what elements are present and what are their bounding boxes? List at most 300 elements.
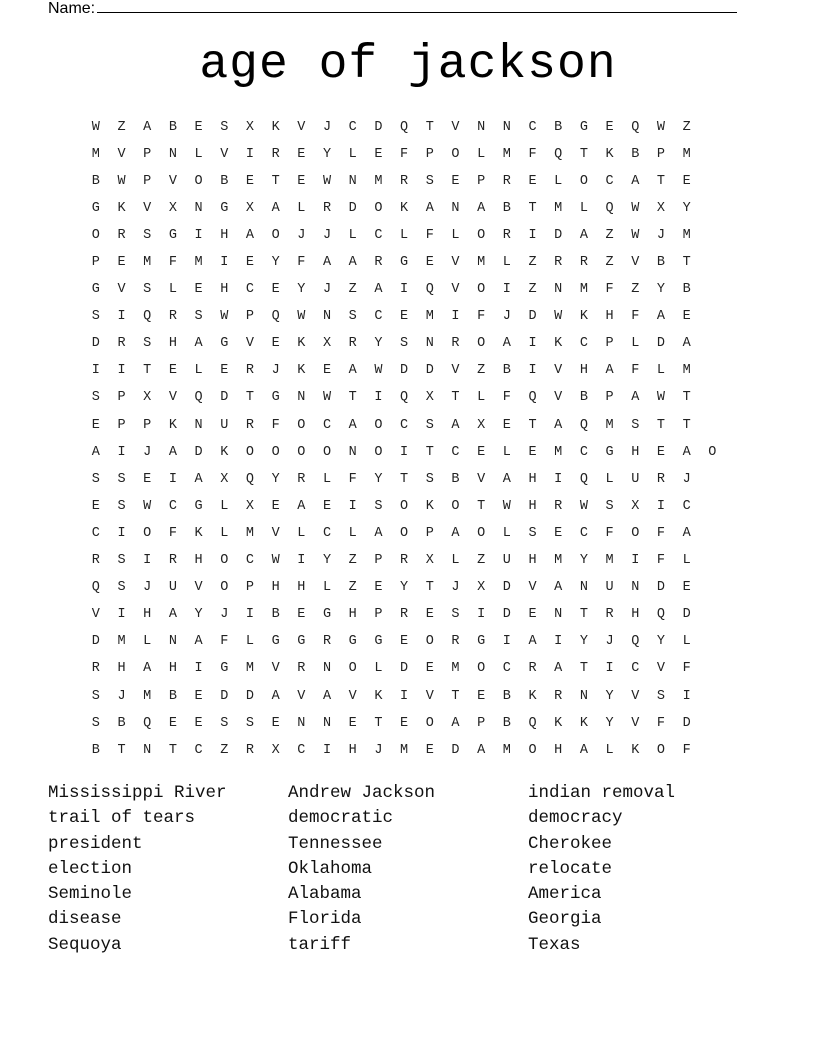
grid-letter: V (271, 661, 280, 677)
grid-letter: I (91, 363, 100, 379)
grid-letter: I (502, 282, 511, 298)
grid-letter: G (605, 444, 614, 460)
grid-letter: C (91, 525, 100, 541)
grid-letter: P (143, 417, 152, 433)
grid-letter: K (220, 444, 229, 460)
grid-letter: I (117, 363, 126, 379)
grid-letter: T (579, 661, 588, 677)
grid-letter: D (245, 688, 255, 704)
grid-letter: Q (91, 580, 100, 596)
grid-letter: V (297, 119, 306, 135)
grid-letter: I (194, 661, 203, 677)
word-list-item: democracy (528, 808, 623, 829)
grid-letter: P (245, 309, 255, 325)
grid-letter: T (477, 498, 486, 514)
grid-letter: A (374, 282, 383, 298)
grid-letter: I (117, 309, 126, 325)
grid-letter: K (579, 309, 588, 325)
grid-letter: E (682, 580, 691, 596)
word-list-item: Sequoya (48, 934, 122, 955)
grid-letter: P (425, 525, 434, 541)
grid-letter: J (143, 580, 152, 596)
grid-letter: L (194, 363, 203, 379)
grid-letter: S (91, 688, 100, 704)
grid-letter: A (348, 417, 357, 433)
grid-letter: R (451, 634, 460, 650)
grid-letter: D (374, 119, 383, 135)
grid-letter: G (271, 390, 280, 406)
grid-letter: H (528, 553, 537, 569)
word-list-item: democratic (288, 808, 394, 829)
grid-letter: Q (631, 119, 640, 135)
grid-letter: A (477, 742, 486, 758)
grid-letter: D (502, 580, 511, 596)
grid-letter: T (425, 580, 434, 596)
grid-letter: H (579, 363, 588, 379)
grid-letter: X (271, 742, 280, 758)
grid-letter: C (502, 661, 511, 677)
grid-letter: V (451, 282, 460, 298)
grid-letter: A (682, 444, 691, 460)
grid-letter: A (554, 661, 563, 677)
grid-letter: B (502, 715, 511, 731)
grid-letter: O (477, 282, 486, 298)
grid-letter: X (477, 417, 486, 433)
grid-letter: M (477, 255, 486, 271)
grid-letter: B (271, 607, 280, 623)
grid-letter: M (374, 173, 383, 189)
grid-letter: F (168, 525, 177, 541)
grid-letter: Q (656, 607, 666, 623)
grid-letter: F (631, 309, 640, 325)
grid-letter: S (245, 715, 255, 731)
grid-letter: I (245, 607, 255, 623)
grid-letter: D (656, 336, 666, 352)
grid-letter: Q (554, 146, 563, 162)
grid-letter: I (528, 363, 537, 379)
grid-letter: S (91, 309, 100, 325)
grid-letter: Y (579, 634, 588, 650)
grid-letter: N (143, 742, 152, 758)
grid-letter: O (425, 634, 434, 650)
grid-letter: M (605, 553, 614, 569)
grid-letter: D (425, 363, 434, 379)
grid-letter: J (271, 363, 280, 379)
word-list-item: Mississippi River (48, 783, 227, 803)
grid-letter: T (528, 200, 537, 216)
grid-letter: R (554, 498, 563, 514)
page-title: age of jackson (199, 38, 617, 92)
grid-letter: J (143, 444, 152, 460)
grid-letter: V (348, 688, 357, 704)
grid-letter: A (348, 363, 357, 379)
grid-letter: O (271, 227, 280, 243)
grid-letter: E (117, 255, 126, 271)
grid-letter: Z (348, 580, 357, 596)
grid-row (83, 141, 725, 168)
grid-letter: T (348, 390, 357, 406)
grid-letter: C (579, 525, 588, 541)
grid-letter: U (220, 417, 229, 433)
grid-letter: X (477, 580, 486, 596)
grid-letter: F (682, 742, 691, 758)
grid-letter: N (194, 417, 203, 433)
grid-letter: S (425, 417, 434, 433)
grid-letter: L (297, 525, 306, 541)
grid-letter: Q (528, 715, 537, 731)
grid-letter: E (91, 417, 100, 433)
grid-letter: L (502, 255, 511, 271)
grid-letter: E (502, 417, 511, 433)
grid-letter: R (297, 471, 306, 487)
grid-letter: F (656, 715, 666, 731)
grid-letter: R (297, 661, 306, 677)
grid-letter: C (245, 282, 255, 298)
grid-letter: M (245, 525, 255, 541)
grid-letter: I (374, 390, 383, 406)
grid-letter: S (425, 471, 434, 487)
grid-row (83, 249, 725, 276)
grid-letter: T (682, 255, 691, 271)
grid-letter: Z (348, 282, 357, 298)
word-list-item: tariff (288, 934, 352, 955)
grid-letter: A (194, 336, 203, 352)
grid-letter: E (271, 336, 280, 352)
grid-letter: Z (528, 255, 537, 271)
grid-letter: H (297, 580, 306, 596)
grid-letter: R (245, 742, 255, 758)
grid-letter: S (220, 119, 229, 135)
grid-letter: H (271, 580, 280, 596)
word-list-item: Georgia (528, 909, 602, 930)
grid-letter: E (528, 607, 537, 623)
grid-letter: J (322, 282, 332, 298)
grid-letter: I (245, 146, 255, 162)
grid-letter: T (451, 390, 460, 406)
grid-letter: E (425, 661, 434, 677)
grid-letter: K (374, 688, 383, 704)
grid-row (83, 222, 725, 249)
grid-letter: N (554, 282, 563, 298)
grid-letter: T (143, 363, 152, 379)
grid-letter: A (143, 661, 152, 677)
grid-letter: H (194, 553, 203, 569)
grid-letter: K (400, 200, 409, 216)
grid-letter: R (271, 146, 280, 162)
grid-letter: R (400, 173, 409, 189)
grid-letter: W (374, 363, 383, 379)
grid-letter: S (425, 173, 434, 189)
grid-letter: M (194, 255, 203, 271)
grid-letter: E (91, 498, 100, 514)
word-list-item: Alabama (288, 884, 362, 905)
grid-letter: I (682, 688, 691, 704)
grid-letter: H (348, 742, 357, 758)
grid-letter: O (477, 336, 486, 352)
grid-letter: G (400, 255, 409, 271)
grid-letter: Q (143, 309, 152, 325)
grid-letter: G (374, 634, 383, 650)
grid-letter: E (245, 173, 255, 189)
grid-letter: C (682, 498, 691, 514)
grid-letter: W (631, 200, 640, 216)
grid-letter: F (502, 390, 511, 406)
grid-letter: F (656, 525, 666, 541)
grid-row (83, 304, 725, 331)
grid-letter: M (425, 309, 434, 325)
grid-letter: S (143, 282, 152, 298)
grid-letter: W (502, 498, 511, 514)
grid-letter: Z (631, 282, 640, 298)
grid-letter: D (220, 390, 229, 406)
grid-letter: E (682, 173, 691, 189)
grid-letter: Y (194, 607, 203, 623)
grid-letter: J (682, 471, 691, 487)
grid-letter: L (656, 363, 666, 379)
grid-letter: S (117, 471, 126, 487)
grid-letter: L (322, 580, 332, 596)
grid-letter: Y (656, 634, 666, 650)
grid-letter: K (528, 688, 537, 704)
grid-letter: L (220, 498, 229, 514)
grid-letter: W (322, 390, 332, 406)
grid-letter: R (451, 336, 460, 352)
grid-letter: N (477, 119, 486, 135)
grid-letter: N (579, 580, 588, 596)
grid-letter: A (451, 715, 460, 731)
grid-letter: A (682, 525, 691, 541)
grid-letter: A (451, 417, 460, 433)
grid-letter: T (271, 173, 280, 189)
name-blank-line[interactable] (97, 0, 737, 13)
grid-letter: E (194, 715, 203, 731)
grid-letter: E (425, 255, 434, 271)
grid-letter: A (374, 525, 383, 541)
grid-letter: C (374, 227, 383, 243)
grid-letter: A (297, 498, 306, 514)
grid-letter: A (502, 336, 511, 352)
grid-letter: M (451, 661, 460, 677)
grid-letter: S (220, 715, 229, 731)
grid-letter: E (271, 715, 280, 731)
word-list-item: Cherokee (528, 833, 613, 854)
grid-letter: N (297, 390, 306, 406)
grid-letter: W (631, 227, 640, 243)
grid-letter: F (297, 255, 306, 271)
grid-letter: H (220, 282, 229, 298)
grid-letter: F (477, 309, 486, 325)
grid-letter: P (425, 146, 434, 162)
grid-letter: Q (400, 390, 409, 406)
grid-letter: L (605, 471, 614, 487)
grid-letter: X (322, 336, 332, 352)
grid-letter: N (322, 309, 332, 325)
grid-letter: G (220, 336, 229, 352)
grid-letter: V (297, 688, 306, 704)
grid-letter: D (528, 309, 537, 325)
grid-letter: K (117, 200, 126, 216)
letter-grid (83, 114, 725, 764)
grid-letter: A (554, 580, 563, 596)
grid-letter: V (168, 390, 177, 406)
grid-letter: M (400, 742, 409, 758)
grid-letter: L (400, 227, 409, 243)
grid-letter: S (194, 309, 203, 325)
grid-letter: F (605, 525, 614, 541)
grid-letter: O (348, 661, 357, 677)
grid-letter: O (220, 553, 229, 569)
grid-letter: S (143, 227, 152, 243)
grid-letter: E (400, 715, 409, 731)
grid-letter: E (194, 119, 203, 135)
grid-row (83, 710, 725, 737)
grid-row (83, 466, 725, 493)
grid-letter: X (656, 200, 666, 216)
grid-letter: I (502, 634, 511, 650)
name-label: Name: (48, 0, 96, 17)
grid-letter: E (425, 742, 434, 758)
grid-letter: T (579, 146, 588, 162)
grid-letter: E (322, 363, 332, 379)
grid-letter: Q (579, 417, 588, 433)
grid-letter: A (322, 688, 332, 704)
grid-letter: E (348, 715, 357, 731)
grid-letter: E (297, 173, 306, 189)
grid-letter: A (579, 742, 588, 758)
word-list-item: president (48, 833, 143, 854)
grid-row (83, 520, 725, 547)
grid-letter: E (374, 146, 383, 162)
grid-letter: X (425, 390, 434, 406)
grid-letter: I (631, 553, 640, 569)
grid-row (83, 683, 725, 710)
grid-letter: Y (400, 580, 409, 596)
grid-letter: E (656, 444, 666, 460)
grid-letter: D (502, 607, 511, 623)
grid-letter: F (271, 417, 280, 433)
grid-letter: I (554, 471, 563, 487)
grid-letter: Q (631, 634, 640, 650)
grid-letter: M (554, 200, 563, 216)
grid-letter: V (168, 173, 177, 189)
grid-letter: V (554, 363, 563, 379)
grid-letter: T (682, 390, 691, 406)
grid-letter: E (451, 173, 460, 189)
grid-letter: S (451, 607, 460, 623)
grid-row (83, 168, 725, 195)
grid-letter: I (143, 553, 152, 569)
grid-letter: N (579, 688, 588, 704)
grid-row (83, 493, 725, 520)
word-list-item: disease (48, 909, 122, 930)
grid-letter: L (168, 282, 177, 298)
grid-letter: M (502, 742, 511, 758)
grid-letter: P (374, 607, 383, 623)
grid-letter: L (297, 200, 306, 216)
grid-letter: H (631, 607, 640, 623)
grid-letter: F (631, 363, 640, 379)
grid-letter: N (451, 200, 460, 216)
grid-letter: J (374, 742, 383, 758)
word-column (528, 781, 768, 958)
grid-letter: U (605, 580, 614, 596)
grid-letter: R (322, 200, 332, 216)
name-line (48, 0, 737, 19)
grid-letter: R (245, 417, 255, 433)
grid-letter: V (245, 336, 255, 352)
grid-letter: P (143, 173, 152, 189)
grid-letter: X (245, 119, 255, 135)
grid-letter: I (451, 309, 460, 325)
grid-letter: L (143, 634, 152, 650)
grid-letter: Y (374, 336, 383, 352)
grid-letter: J (220, 607, 229, 623)
grid-letter: O (451, 146, 460, 162)
word-list-item: Texas (528, 934, 581, 955)
grid-letter: F (605, 282, 614, 298)
grid-letter: W (656, 390, 666, 406)
grid-letter: I (400, 444, 409, 460)
grid-letter: A (168, 607, 177, 623)
grid-letter: K (579, 715, 588, 731)
grid-letter: S (143, 336, 152, 352)
grid-letter: T (579, 607, 588, 623)
grid-letter: B (682, 282, 691, 298)
grid-letter: L (348, 525, 357, 541)
grid-letter: R (579, 255, 588, 271)
grid-letter: P (656, 146, 666, 162)
grid-letter: H (348, 607, 357, 623)
word-list-item: election (48, 858, 133, 879)
grid-letter: G (322, 607, 332, 623)
grid-letter: L (245, 634, 255, 650)
grid-letter: C (348, 119, 357, 135)
grid-letter: V (631, 688, 640, 704)
grid-letter: X (245, 200, 255, 216)
grid-letter: R (502, 227, 511, 243)
grid-letter: T (245, 390, 255, 406)
grid-letter: C (631, 661, 640, 677)
grid-letter: G (579, 119, 588, 135)
grid-letter: A (502, 471, 511, 487)
grid-letter: E (477, 688, 486, 704)
grid-letter: I (117, 444, 126, 460)
grid-letter: S (117, 580, 126, 596)
grid-letter: X (631, 498, 640, 514)
grid-letter: O (708, 444, 717, 460)
grid-letter: H (554, 742, 563, 758)
grid-letter: E (297, 607, 306, 623)
grid-letter: S (91, 471, 100, 487)
grid-letter: Y (605, 688, 614, 704)
grid-letter: D (220, 688, 229, 704)
word-list (48, 781, 768, 958)
grid-letter: C (579, 444, 588, 460)
grid-letter: R (168, 309, 177, 325)
grid-letter: E (374, 580, 383, 596)
grid-letter: B (451, 471, 460, 487)
grid-letter: E (400, 634, 409, 650)
grid-letter: W (143, 498, 152, 514)
grid-letter: D (554, 227, 563, 243)
grid-letter: O (374, 200, 383, 216)
grid-row (83, 331, 725, 358)
grid-letter: E (143, 471, 152, 487)
grid-letter: C (194, 742, 203, 758)
grid-letter: O (579, 173, 588, 189)
grid-letter: V (91, 607, 100, 623)
grid-letter: V (477, 471, 486, 487)
